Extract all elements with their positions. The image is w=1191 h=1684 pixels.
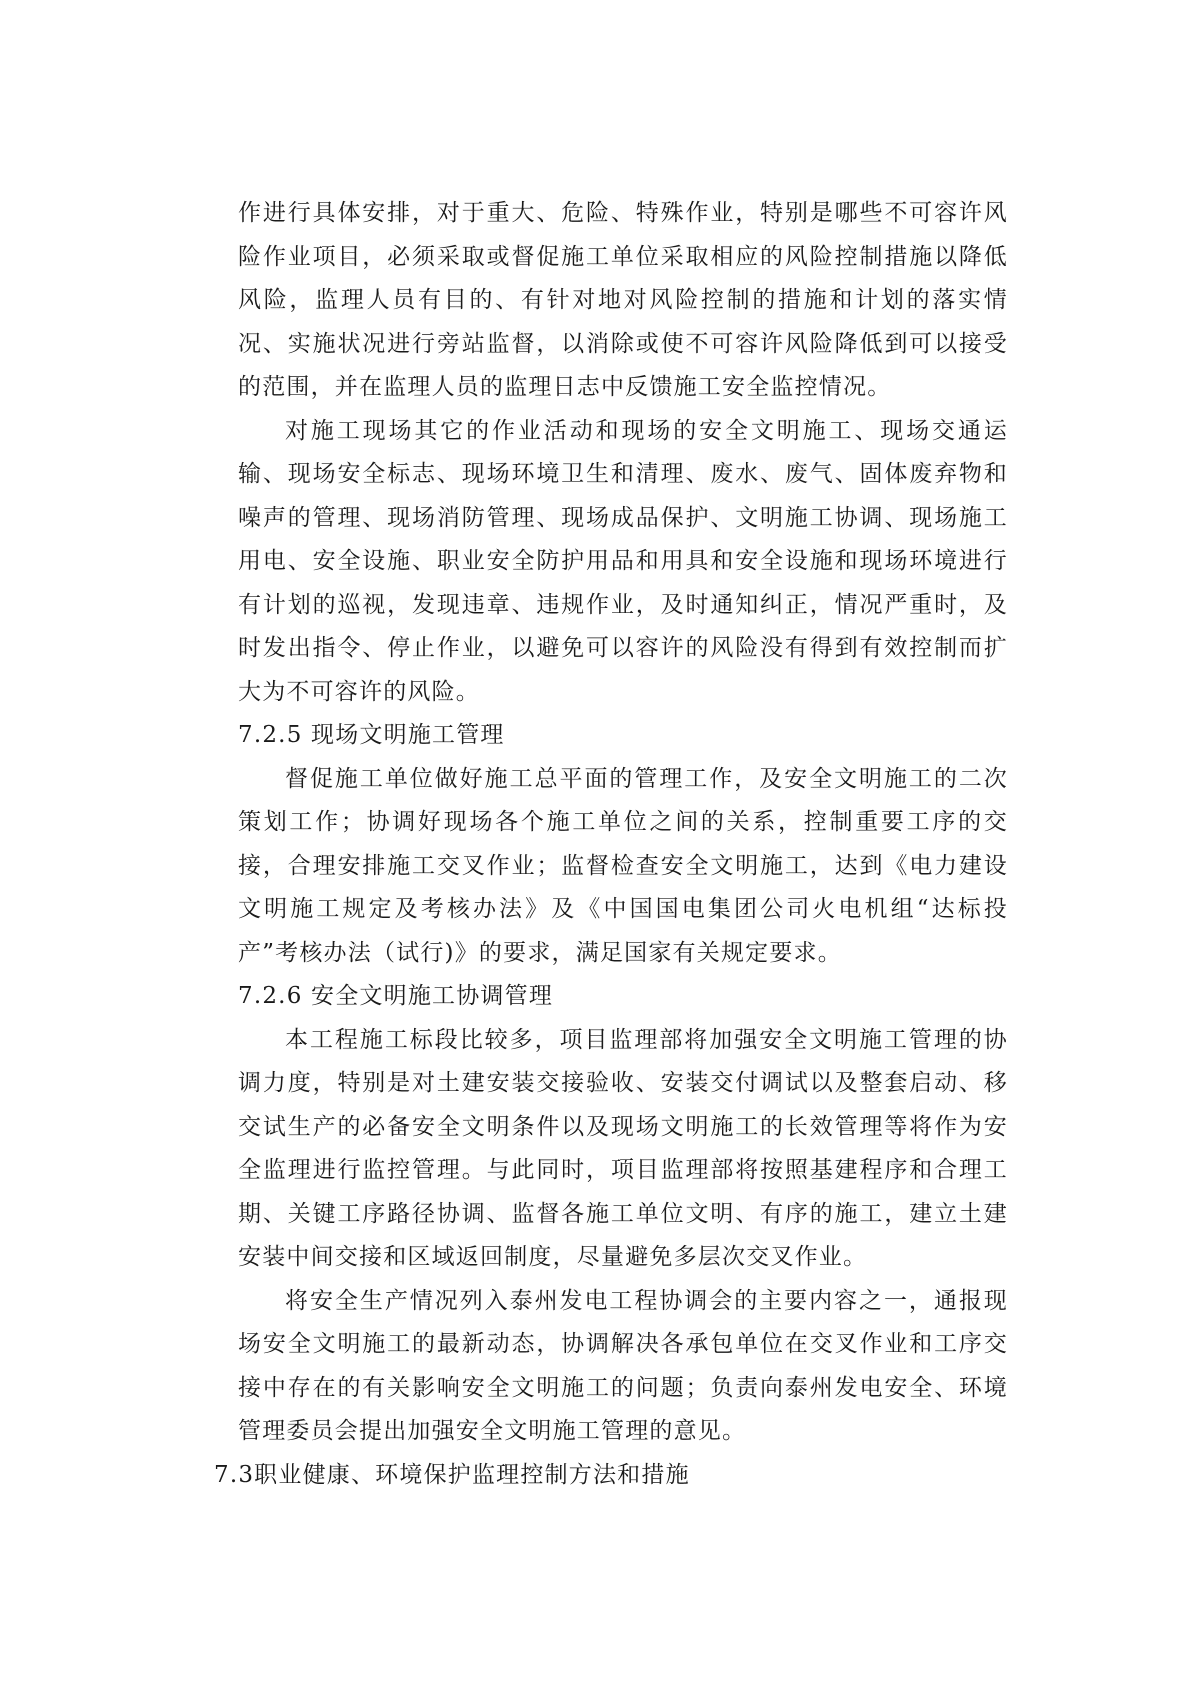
paragraph-risk-control-continued: 作进行具体安排，对于重大、危险、特殊作业，特别是哪些不可容许风险作业项目，必须采取或督促施工单位采取相应的风险控制措施以降低风险，监理人员有目的、有针对地对风险控制的措施和计划的落实情况、实施状况进行旁站监督，以消除或使不可容许风险降低到可以接受的范围，并在监理人员的监理日志中反馈施工安全监控情况。 bbox=[238, 200, 1008, 400]
paragraph-site-patrol: 对施工现场其它的作业活动和现场的安全文明施工、现场交通运输、现场安全标志、现场环境卫生和清理、废水、废气、固体废弃物和噪声的管理、现场消防管理、现场成品保护、文明施工协调、现场施工用电、安全设施、职业安全防护用品和用具和安全设施和现场环境进行有计划的巡视，发现违章、违规作业，及时通知纠正，情况严重时，及时发出指令、停止作业，以避免可以容许的风险没有得到有效控制而扩大为不可容许的风险。 bbox=[238, 417, 1008, 705]
paragraph-coordination-meeting: 将安全生产情况列入泰州发电工程协调会的主要内容之一，通报现场安全文明施工的最新动态，协调解决各承包单位在交叉作业和工序交接中存在的有关影响安全文明施工的问题；负责向泰州发电安全、环境管理委员会提出加强安全文明施工管理的意见。 bbox=[238, 1287, 1008, 1444]
section-heading-7-3: 7.3职业健康、环境保护监理控制方法和措施 bbox=[214, 1461, 690, 1488]
document-body bbox=[214, 192, 1008, 1497]
paragraph-civilized-construction-management: 督促施工单位做好施工总平面的管理工作，及安全文明施工的二次策划工作；协调好现场各个施工单位之间的关系，控制重要工序的交接，合理安排施工交叉作业；监督检查安全文明施工，达到《电力建设文明施工规定及考核办法》及《中国国电集团公司火电机组“达标投产”考核办法（试行)》的要求，满足国家有关规定要求。 bbox=[238, 765, 1008, 966]
section-heading-7-2-5: 7.2.5 现场文明施工管理 bbox=[238, 722, 505, 748]
paragraph-coordination-strength: 本工程施工标段比较多，项目监理部将加强安全文明施工管理的协调力度，特别是对土建安装交接验收、安装交付调试以及整套启动、移交试生产的必备安全文明条件以及现场文明施工的长效管理等将作为安全监理进行监控管理。与此同时，项目监理部将按照基建程序和合理工期、关键工序路径协调、监督各施工单位文明、有序的施工，建立土建安装中间交接和区域返回制度，尽量避免多层次交叉作业。 bbox=[238, 1026, 1008, 1270]
section-heading-7-2-6: 7.2.6 安全文明施工协调管理 bbox=[238, 983, 554, 1009]
